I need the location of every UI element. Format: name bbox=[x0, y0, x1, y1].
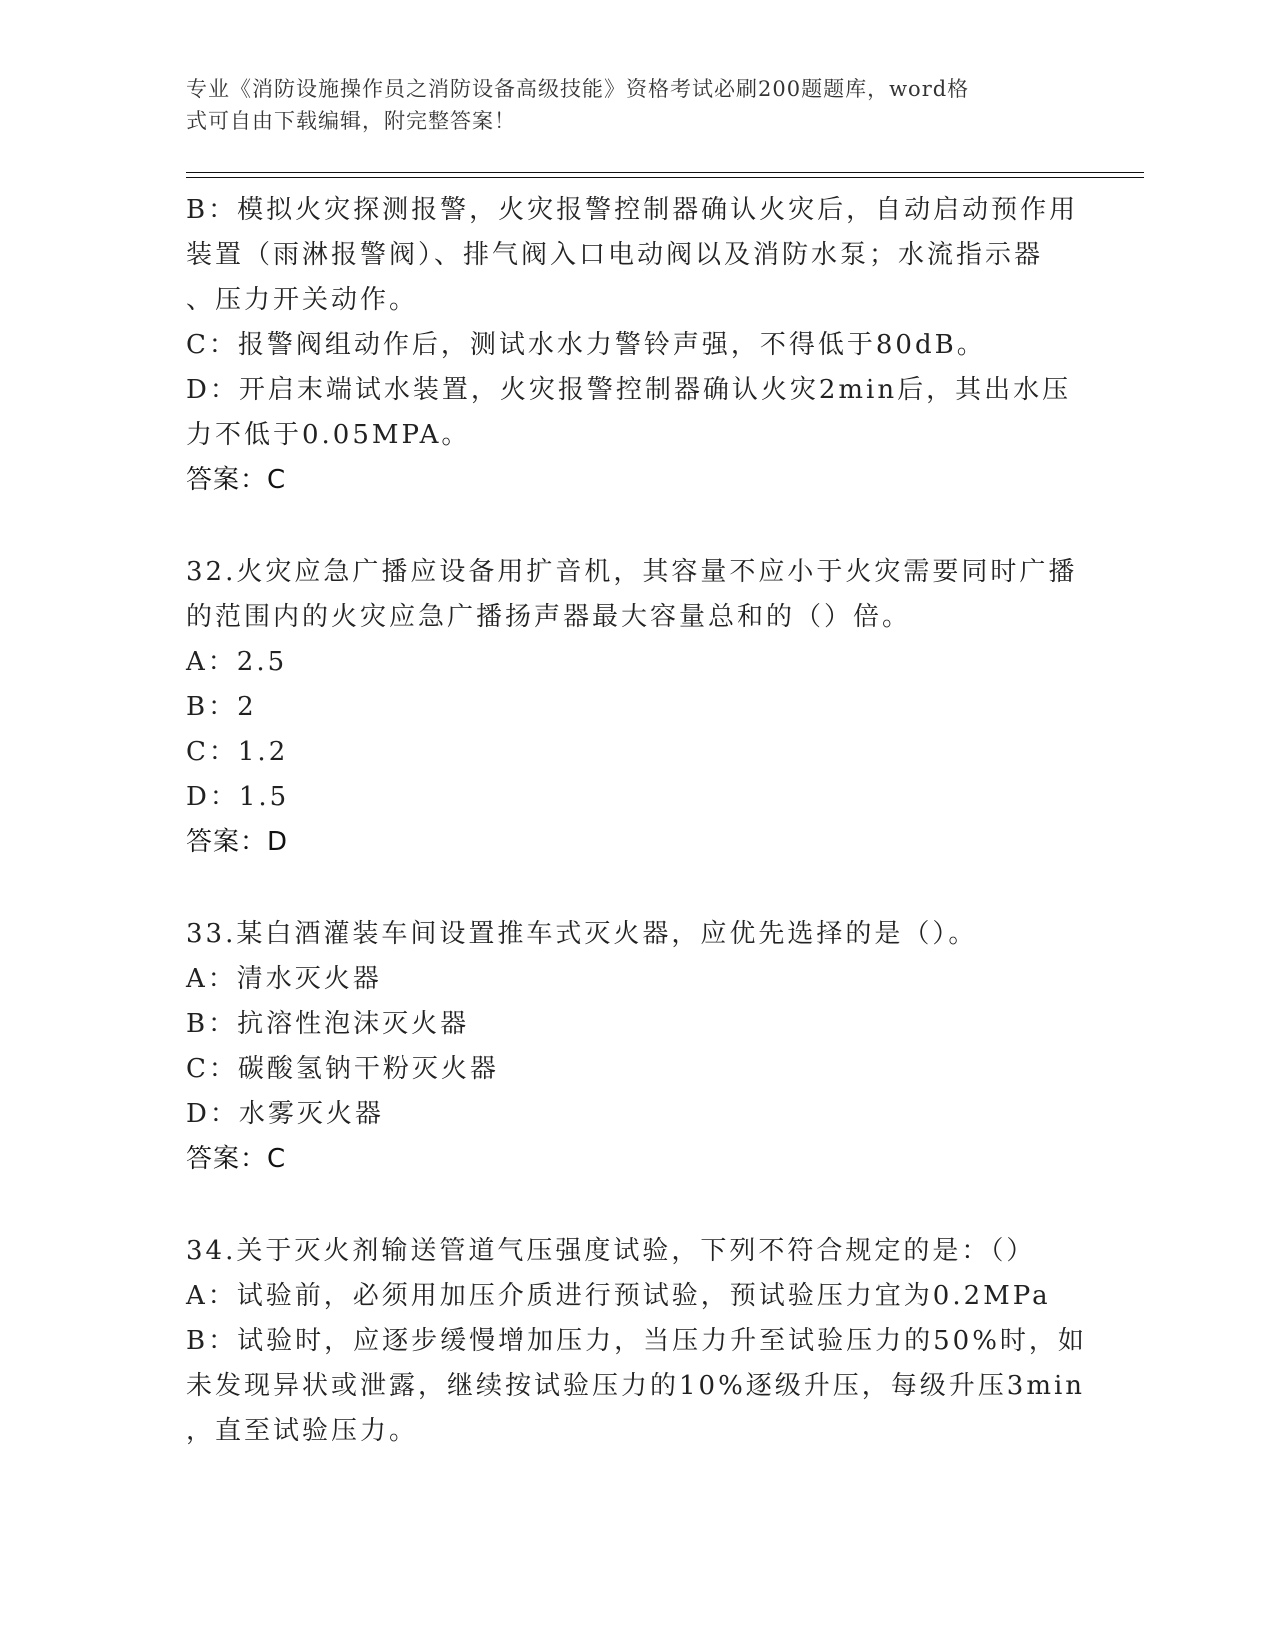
spacer bbox=[186, 865, 1066, 912]
option-a: A：试验前，必须用加压介质进行预试验，预试验压力宜为0.2MPa bbox=[186, 1281, 1051, 1311]
option-b: B：2 bbox=[186, 692, 257, 722]
header-line-1: 专业《消防设施操作员之消防设备高级技能》资格考试必刷200题题库，word格 bbox=[186, 77, 970, 101]
option-a: A：2.5 bbox=[186, 647, 288, 677]
header-divider-upper bbox=[186, 172, 1144, 173]
answer: 答案：D bbox=[186, 827, 289, 857]
option-d-line-2: 力不低于0.05MPA。 bbox=[186, 420, 471, 450]
question-text-line-1: 33.某白酒灌装车间设置推车式灭火器，应优先选择的是（）。 bbox=[186, 919, 978, 949]
option-d-line-1: D：开启末端试水装置，火灾报警控制器确认火灾2min后，其出水压 bbox=[186, 375, 1072, 405]
option-b: B：抗溶性泡沫灭火器 bbox=[186, 1009, 470, 1039]
question-32 bbox=[186, 550, 1078, 865]
question-34 bbox=[186, 1229, 1087, 1454]
document-body bbox=[186, 188, 1087, 1454]
option-b-line-2: 未发现异状或泄露，继续按试验压力的10%逐级升压，每级升压3min bbox=[186, 1371, 1086, 1401]
header-line-2: 式可自由下载编辑，附完整答案！ bbox=[186, 109, 516, 133]
question-33 bbox=[186, 912, 1066, 1182]
option-c: C：1.2 bbox=[186, 737, 289, 767]
question-text-line-1: 34.关于灭火剂输送管道气压强度试验，下列不符合规定的是：（） bbox=[186, 1236, 1036, 1266]
header-divider-lower bbox=[186, 177, 1144, 178]
question-31-continued bbox=[186, 188, 1079, 503]
spacer bbox=[186, 503, 1066, 550]
option-b-line-1: B：试验时，应逐步缓慢增加压力，当压力升至试验压力的50%时，如 bbox=[186, 1326, 1087, 1356]
option-b-line-3: ，直至试验压力。 bbox=[186, 1416, 419, 1446]
option-d: D：1.5 bbox=[186, 782, 290, 812]
document-header bbox=[186, 73, 1066, 137]
question-text-line-2: 的范围内的火灾应急广播扬声器最大容量总和的（）倍。 bbox=[186, 602, 912, 632]
option-c: C：报警阀组动作后，测试水水力警铃声强，不得低于80dB。 bbox=[186, 330, 986, 360]
question-text-line-1: 32.火灾应急广播应设备用扩音机，其容量不应小于火灾需要同时广播 bbox=[186, 557, 1078, 587]
option-b-line-2: 装置（雨淋报警阀）、排气阀入口电动阀以及消防水泵；水流指示器 bbox=[186, 240, 1044, 270]
answer: 答案：C bbox=[186, 1144, 287, 1174]
answer: 答案：C bbox=[186, 465, 287, 495]
option-a: A：清水灭火器 bbox=[186, 964, 382, 994]
option-c: C：碳酸氢钠干粉灭火器 bbox=[186, 1054, 499, 1084]
option-d: D：水雾灭火器 bbox=[186, 1099, 384, 1129]
option-b-line-3: 、压力开关动作。 bbox=[186, 285, 419, 315]
spacer bbox=[186, 1182, 1066, 1229]
option-b-line-1: B：模拟火灾探测报警，火灾报警控制器确认火灾后，自动启动预作用 bbox=[186, 195, 1079, 225]
